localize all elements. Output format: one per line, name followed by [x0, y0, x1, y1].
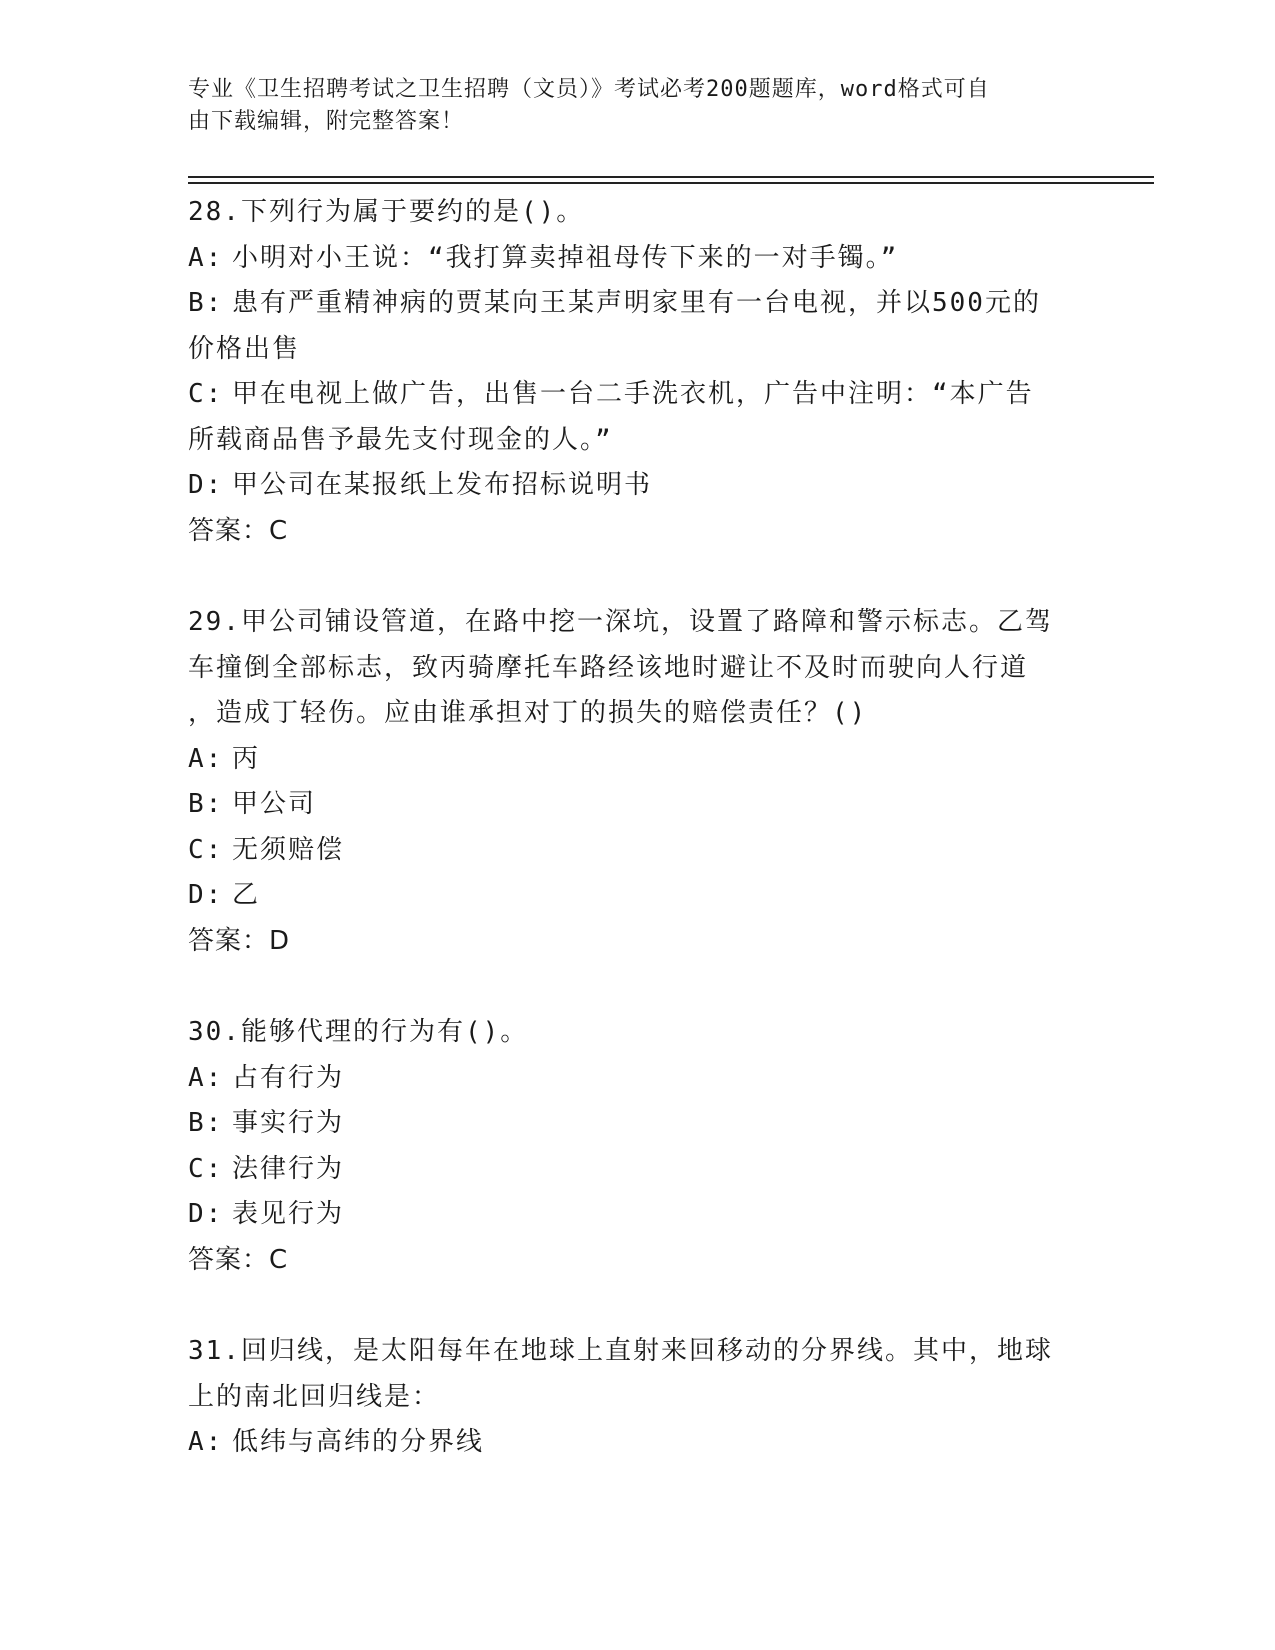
- question-stem-line: 车撞倒全部标志，致丙骑摩托车路经该地时避让不及时而驶向人行道: [188, 652, 1029, 683]
- header-line-2: 由下载编辑，附完整答案！: [188, 109, 465, 134]
- question-block: [188, 190, 1088, 600]
- question-block: [188, 600, 1088, 1010]
- option-text: 丙: [232, 743, 261, 774]
- header-divider-top: [188, 176, 1154, 178]
- question-list: [188, 190, 1088, 1466]
- header-divider-bottom: [188, 182, 1154, 184]
- option-text: 甲公司在某报纸上发布招标说明书: [232, 470, 653, 500]
- option-key: A:: [188, 743, 224, 774]
- option-text: 甲在电视上做广告，出售一台二手洗衣机，广告中注明：“本广告: [232, 379, 1034, 409]
- option-key: A:: [188, 242, 224, 273]
- option-text: 小明对小王说：“我打算卖掉祖母传下来的一对手镯。”: [232, 242, 899, 273]
- option-text: 低纬与高纬的分界线: [232, 1427, 485, 1457]
- option-line: [188, 1192, 1088, 1238]
- option-text: 乙: [232, 880, 261, 910]
- question-block: [188, 1010, 1088, 1329]
- option-line: [188, 737, 1088, 783]
- answer-line: 答案：C: [188, 515, 289, 546]
- question-stem-line: 上的南北回归线是：: [188, 1381, 441, 1412]
- option-text: 所载商品售予最先支付现金的人。”: [188, 424, 613, 455]
- question-spacer: [188, 554, 1088, 600]
- option-line: [188, 782, 1088, 828]
- question-stem-line: 30.能够代理的行为有()。: [188, 1017, 529, 1047]
- option-line: [188, 372, 1088, 418]
- option-key: C:: [188, 1153, 224, 1184]
- option-line: [188, 873, 1088, 919]
- option-line: [188, 1056, 1088, 1102]
- option-key: D:: [188, 470, 224, 500]
- question-stem-line: 28.下列行为属于要约的是()。: [188, 197, 585, 227]
- option-line: [188, 463, 1088, 509]
- option-text: 价格出售: [188, 333, 301, 364]
- option-key: D:: [188, 880, 224, 910]
- option-key: D:: [188, 1199, 224, 1229]
- option-line: [188, 1147, 1088, 1193]
- question-stem-line: ，造成丁轻伤。应由谁承担对丁的损失的赔偿责任？(): [188, 698, 868, 728]
- option-line: [188, 1420, 1088, 1466]
- option-line: [188, 828, 1088, 874]
- option-line: [188, 327, 1088, 373]
- option-line: [188, 236, 1088, 282]
- document-header: [188, 74, 1068, 138]
- option-key: B:: [188, 288, 224, 318]
- question-spacer: [188, 964, 1088, 1010]
- question-block: [188, 1329, 1088, 1466]
- option-text: 表见行为: [232, 1199, 345, 1229]
- option-text: 法律行为: [232, 1153, 345, 1184]
- option-line: [188, 1101, 1088, 1147]
- question-stem-line: 31.回归线，是太阳每年在地球上直射来回移动的分界线。其中，地球: [188, 1336, 1053, 1366]
- question-spacer: [188, 1283, 1088, 1329]
- option-text: 患有严重精神病的贾某向王某声明家里有一台电视，并以500元的: [232, 288, 1041, 318]
- option-text: 无须赔偿: [232, 834, 345, 865]
- header-line-1: 专业《卫生招聘考试之卫生招聘（文员）》考试必考200题题库，word格式可自: [188, 77, 990, 102]
- option-text: 甲公司: [232, 789, 317, 819]
- option-key: B:: [188, 1108, 224, 1138]
- option-line: [188, 418, 1088, 464]
- option-key: C:: [188, 379, 224, 409]
- option-line: [188, 281, 1088, 327]
- option-text: 占有行为: [232, 1062, 345, 1093]
- answer-line: 答案：C: [188, 1244, 289, 1275]
- option-key: C:: [188, 834, 224, 865]
- answer-line: 答案：D: [188, 925, 291, 956]
- option-key: B:: [188, 789, 224, 819]
- option-key: A:: [188, 1427, 224, 1457]
- question-stem-line: 29.甲公司铺设管道，在路中挖一深坑，设置了路障和警示标志。乙驾: [188, 607, 1053, 637]
- option-text: 事实行为: [232, 1108, 345, 1138]
- option-key: A:: [188, 1062, 224, 1093]
